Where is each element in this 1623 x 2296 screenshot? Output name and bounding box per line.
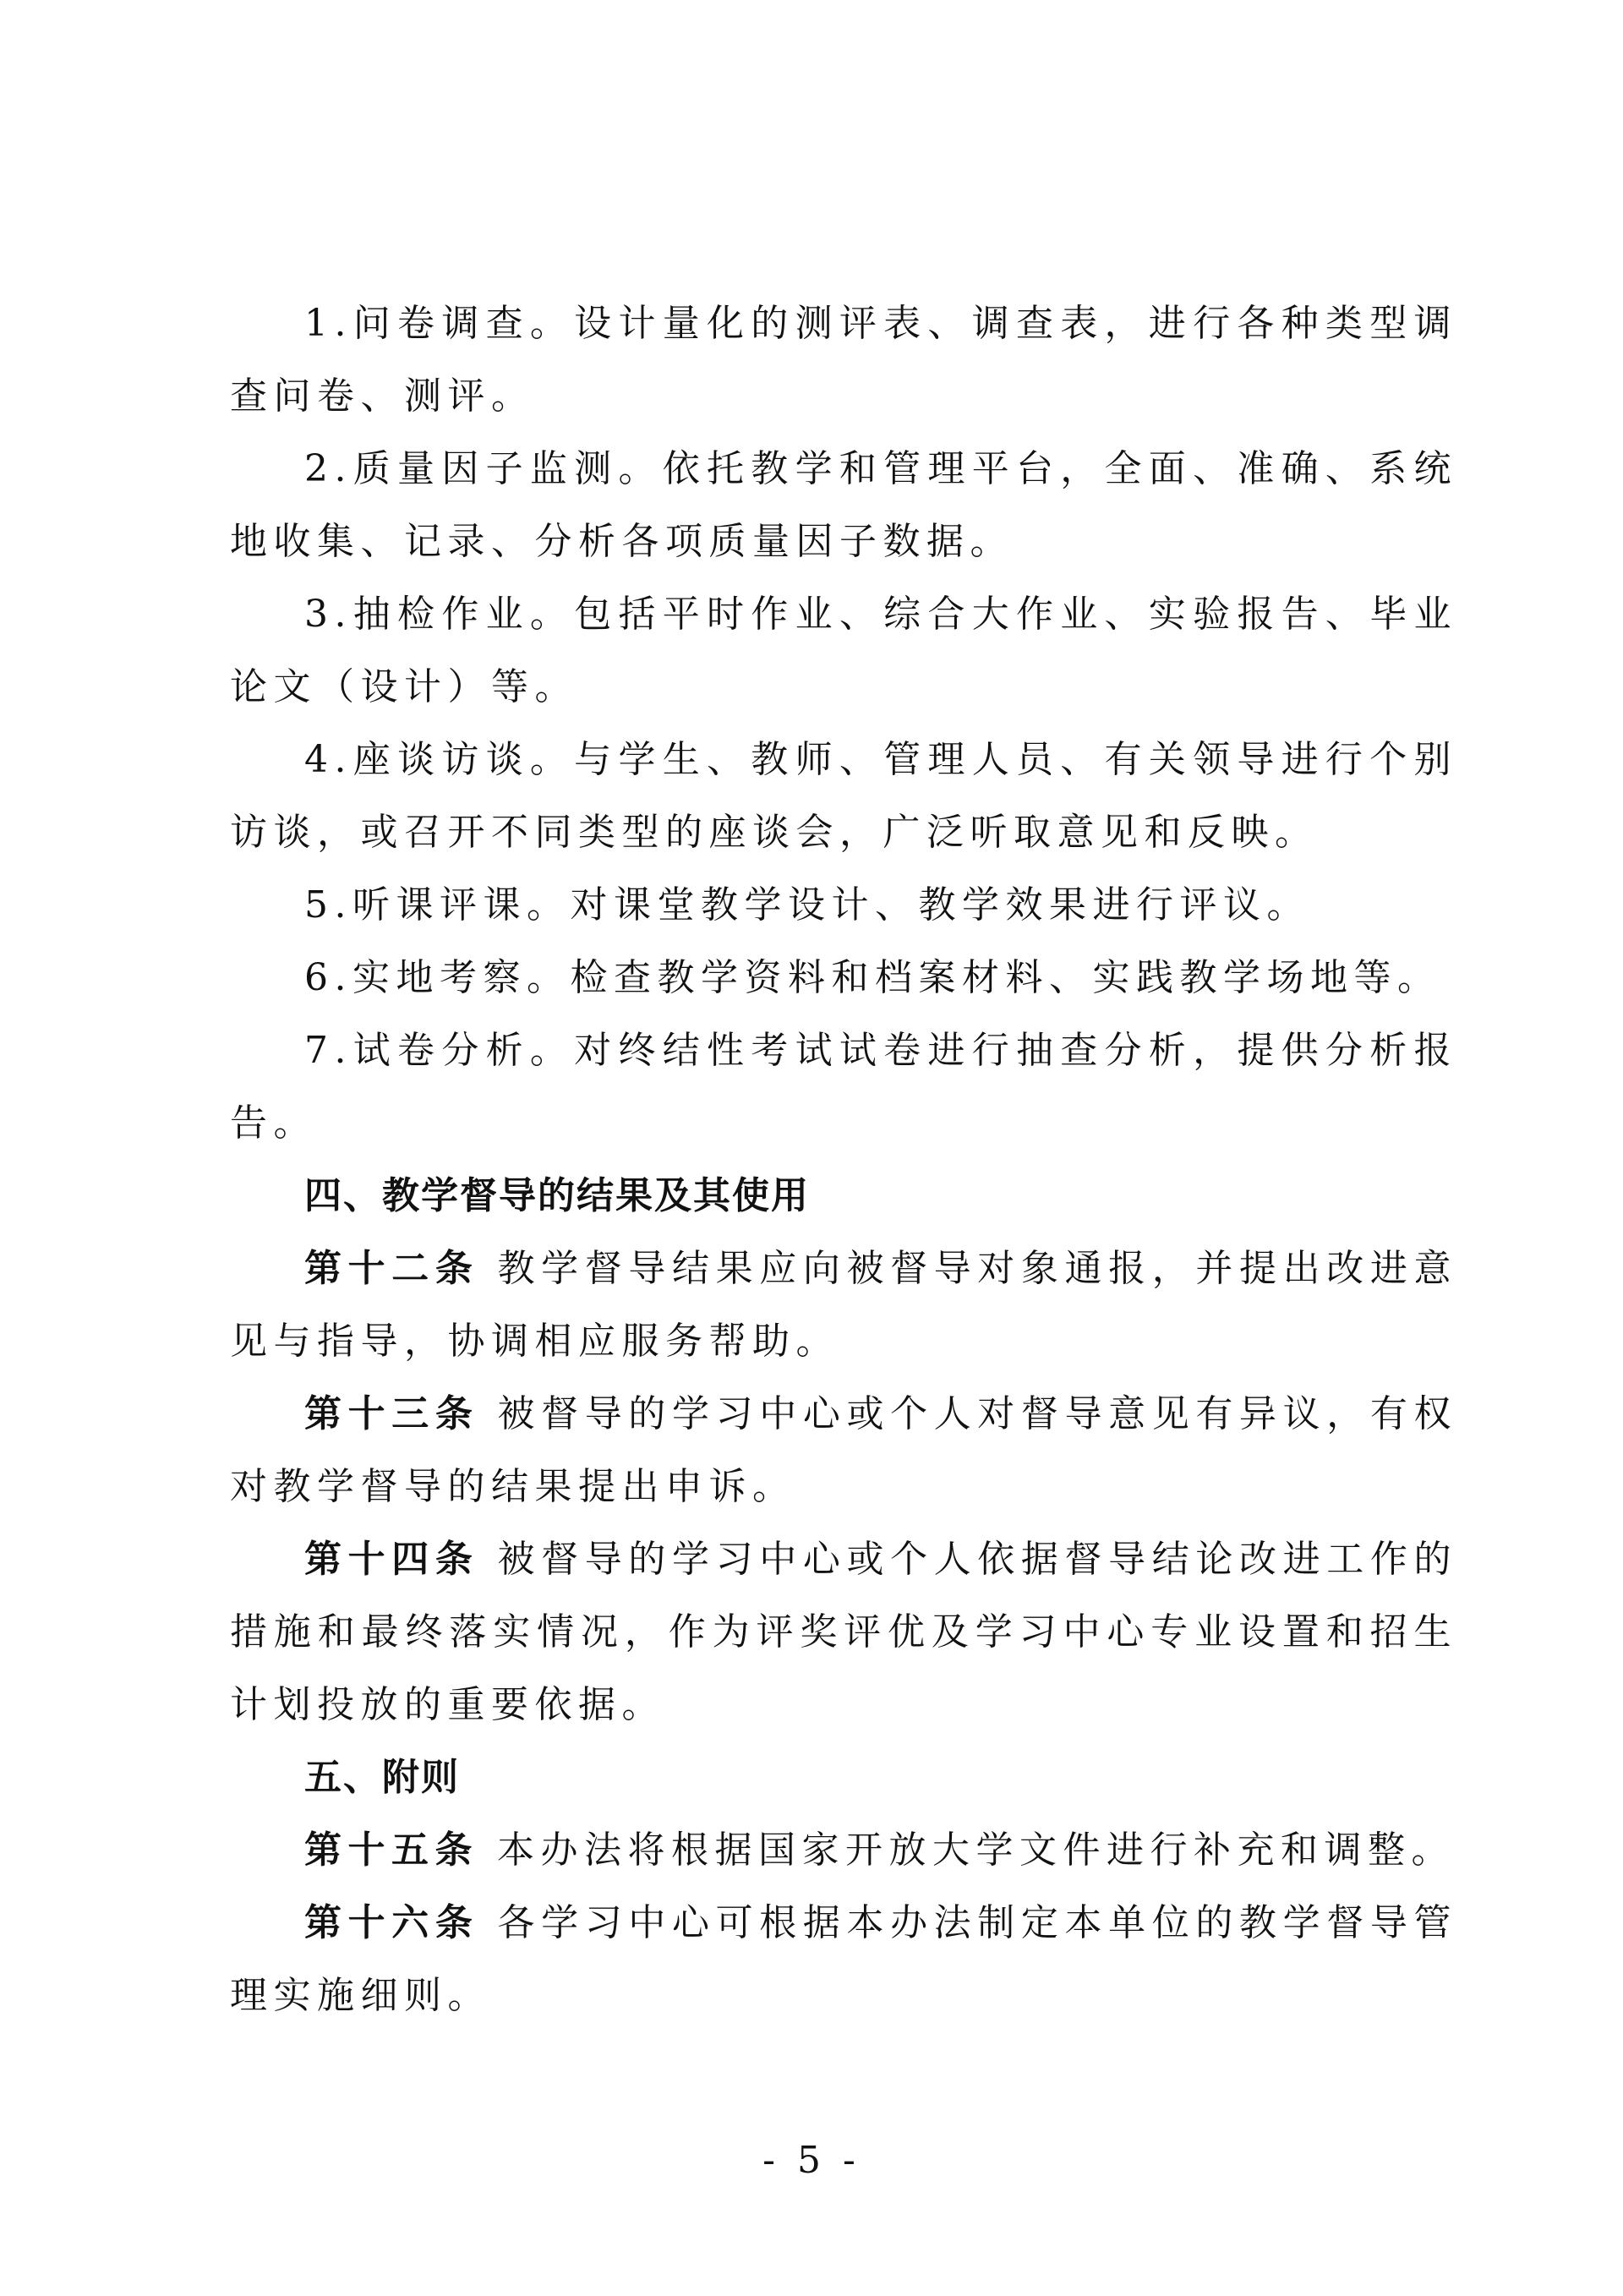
article-text: 教学督导结果应向被督导对象通报，并提出改进意见与指导，协调相应服务帮助。 [230,1247,1458,1363]
method-item-4: 4.座谈访谈。与学生、教师、管理人员、有关领导进行个别访谈，或召开不同类型的座谈会，广泛听取意见和反映。 [230,738,1457,854]
article-label: 第十四条 [304,1538,479,1581]
document-body [230,287,1457,2032]
article-text: 本办法将根据国家开放大学文件进行补充和调整。 [497,1829,1455,1872]
article-label: 第十三条 [304,1392,479,1435]
article-13 [230,1378,1457,1523]
page-number: - 5 - [762,2139,861,2182]
article-text: 被督导的学习中心或个人对督导意见有异议，有权对教学督导的结果提出申诉。 [230,1392,1458,1508]
method-item-7: 7.试卷分析。对终结性考试试卷进行抽查分析，提供分析报告。 [230,1029,1457,1145]
method-item-5: 5.听课评课。对课堂教学设计、教学效果进行评议。 [304,883,1310,927]
section-heading-4: 四、教学督导的结果及其使用 [304,1174,810,1217]
method-item-6: 6.实地考察。检查教学资料和档案材料、实践教学场地等。 [304,956,1441,999]
section-heading-5: 五、附则 [304,1756,460,1799]
article-text: 各学习中心可根据本办法制定本单位的教学督导管理实施细则。 [230,1901,1458,2017]
article-label: 第十六条 [304,1901,479,1944]
article-text: 被督导的学习中心或个人依据督导结论改进工作的措施和最终落实情况，作为评奖评优及学习中心专业设置和招生计划投放的重要依据。 [230,1538,1458,1726]
article-label: 第十五条 [304,1829,478,1872]
method-item-1: 1.问卷调查。设计量化的测评表、调查表，进行各种类型调查问卷、测评。 [230,302,1457,418]
article-14 [230,1523,1457,1741]
article-15 [230,1814,1457,1887]
article-16 [230,1887,1457,2032]
article-label: 第十二条 [304,1247,479,1290]
method-item-3: 3.抽检作业。包括平时作业、综合大作业、实验报告、毕业论文（设计）等。 [230,593,1457,708]
method-item-2: 2.质量因子监测。依托教学和管理平台，全面、准确、系统地收集、记录、分析各项质量因子数据。 [230,447,1457,563]
article-12 [230,1233,1457,1378]
